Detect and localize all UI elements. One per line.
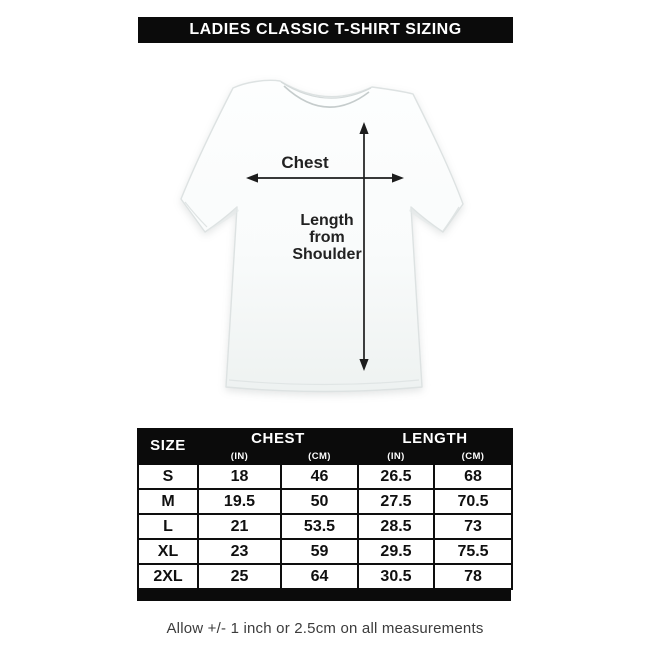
tolerance-note: Allow +/- 1 inch or 2.5cm on all measurements <box>166 620 484 637</box>
sizing-table-container <box>137 428 511 601</box>
length-cm-cell: 70.5 <box>434 489 512 514</box>
sizing-table <box>137 428 513 590</box>
length-measure-label: Length from Shoulder <box>292 212 362 263</box>
col-header-length: LENGTH <box>358 429 512 449</box>
length-cm-cell: 75.5 <box>434 539 512 564</box>
col-header-size: SIZE <box>138 429 198 464</box>
chest-measure-label: Chest <box>281 153 329 172</box>
tshirt-diagram <box>130 55 520 427</box>
table-row-xl <box>138 539 512 564</box>
table-row-s <box>138 464 512 489</box>
length-in-cell: 26.5 <box>358 464 434 489</box>
length-cm-cell: 78 <box>434 564 512 589</box>
chest-in-cell: 18 <box>198 464 281 489</box>
sizing-table-header <box>138 429 512 464</box>
unit-header-length-cm: (CM) <box>434 449 512 464</box>
size-cell: L <box>138 514 198 539</box>
unit-header-length-in: (IN) <box>358 449 434 464</box>
chest-cm-cell: 46 <box>281 464 358 489</box>
unit-header-chest-in: (IN) <box>198 449 281 464</box>
table-row-m <box>138 489 512 514</box>
length-in-cell: 28.5 <box>358 514 434 539</box>
length-cm-cell: 68 <box>434 464 512 489</box>
size-cell: 2XL <box>138 564 198 589</box>
chest-in-cell: 23 <box>198 539 281 564</box>
page-title: LADIES CLASSIC T-SHIRT SIZING <box>189 21 462 38</box>
title-bar <box>138 17 513 43</box>
size-cell: XL <box>138 539 198 564</box>
table-row-2xl <box>138 564 512 589</box>
length-in-cell: 27.5 <box>358 489 434 514</box>
col-header-chest: CHEST <box>198 429 358 449</box>
chest-in-cell: 19.5 <box>198 489 281 514</box>
length-in-cell: 29.5 <box>358 539 434 564</box>
table-row-l <box>138 514 512 539</box>
chest-in-cell: 21 <box>198 514 281 539</box>
chest-cm-cell: 59 <box>281 539 358 564</box>
chest-cm-cell: 50 <box>281 489 358 514</box>
size-cell: M <box>138 489 198 514</box>
chest-cm-cell: 53.5 <box>281 514 358 539</box>
unit-header-chest-cm: (CM) <box>281 449 358 464</box>
chest-cm-cell: 64 <box>281 564 358 589</box>
chest-in-cell: 25 <box>198 564 281 589</box>
length-cm-cell: 73 <box>434 514 512 539</box>
length-in-cell: 30.5 <box>358 564 434 589</box>
table-bottom-bar <box>137 590 511 601</box>
size-cell: S <box>138 464 198 489</box>
